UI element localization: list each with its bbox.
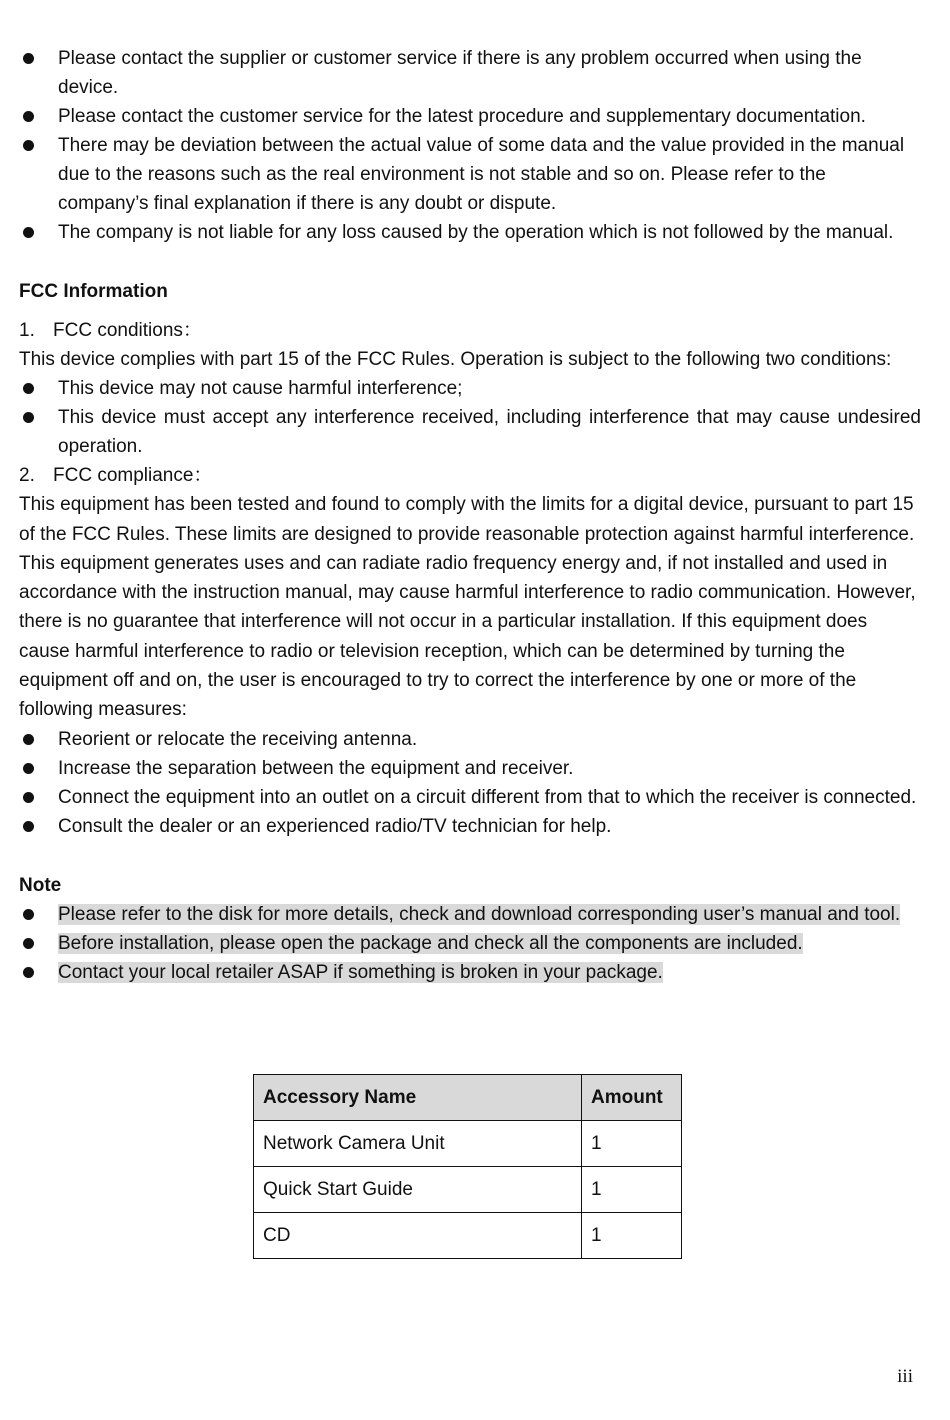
list-item: Before installation, please open the package and check all the components are included. (19, 929, 921, 958)
list-item: This device may not cause harmful interference; (19, 374, 921, 403)
page-number: iii (897, 1366, 913, 1387)
table-row (254, 1213, 682, 1259)
bullet-icon (23, 763, 34, 774)
bullet-icon (23, 734, 34, 745)
fcc-conditions-text: This device complies with part 15 of the FCC Rules. Operation is subject to the following two conditions: (19, 349, 892, 370)
list-item: Please contact the supplier or customer service if there is any problem occurred when using the device. (19, 44, 921, 102)
table-cell: Network Camera Unit (254, 1121, 582, 1167)
table-cell: 1 (582, 1213, 682, 1259)
bullet-icon (23, 792, 34, 803)
list-item: There may be deviation between the actual value of some data and the value provided in the manual due to the reasons such as the real environment is not stable and so on. Please refer to the company’s final explanation if there is any doubt or dispute. (19, 131, 921, 218)
bullet-icon (23, 140, 34, 151)
table-row (254, 1167, 682, 1213)
document-page (19, 44, 921, 987)
bullet-icon (23, 53, 34, 64)
table-row (254, 1121, 682, 1167)
bullet-icon (23, 967, 34, 978)
column-header: Amount (582, 1075, 682, 1121)
bullet-icon (23, 383, 34, 394)
list-item: Please refer to the disk for more details, check and download corresponding user’s manual and tool. (19, 900, 921, 929)
list-item: Contact your local retailer ASAP if something is broken in your package. (19, 958, 921, 987)
list-item: Consult the dealer or an experienced radio/TV technician for help. (19, 812, 921, 841)
list-item: The company is not liable for any loss caused by the operation which is not followed by the manual. (19, 218, 921, 247)
table-cell: CD (254, 1213, 582, 1259)
bullet-icon (23, 412, 34, 423)
list-item: This device must accept any interference received, including interference that may cause undesired operation. (19, 403, 921, 461)
bullet-icon (23, 821, 34, 832)
accessory-table (253, 1074, 682, 1259)
fcc-conditions-title: 1. FCC conditions： (19, 320, 202, 341)
fcc-compliance-title: 2. FCC compliance： (19, 465, 213, 487)
fcc-heading: FCC Information (19, 281, 168, 302)
bullet-icon (23, 227, 34, 238)
column-header: Accessory Name (254, 1075, 582, 1121)
table-cell: 1 (582, 1167, 682, 1213)
bullet-icon (23, 111, 34, 122)
fcc-compliance-text: This equipment has been tested and found to comply with the limits for a digital device, pursuant to part 15 of the FCC Rules. These limits are designed to provide reasonable protection against harmful interference. This equipment generates uses and can radiate radio frequency energy and, if not installed and used in accordance with the instruction manual, may cause harmful interference to radio communication. However, there is no guarantee that interference will not occur in a particular installation. If this equipment does cause harmful interference to radio or television reception, which can be determined by turning the equipment off and on, the user is encouraged to try to correct the interference by one or more of the following measures: (19, 494, 916, 721)
table-cell: Quick Start Guide (254, 1167, 582, 1213)
note-heading: Note (19, 874, 62, 896)
list-item: Please contact the customer service for the latest procedure and supplementary documentation. (19, 102, 921, 131)
list-item: Reorient or relocate the receiving antenna. (19, 725, 921, 754)
list-item: Increase the separation between the equipment and receiver. (19, 754, 921, 783)
table-cell: 1 (582, 1121, 682, 1167)
bullet-icon (23, 938, 34, 949)
bullet-icon (23, 909, 34, 920)
list-item: Connect the equipment into an outlet on a circuit different from that to which the receiver is connected. (19, 783, 921, 812)
table-header-row (254, 1075, 682, 1121)
